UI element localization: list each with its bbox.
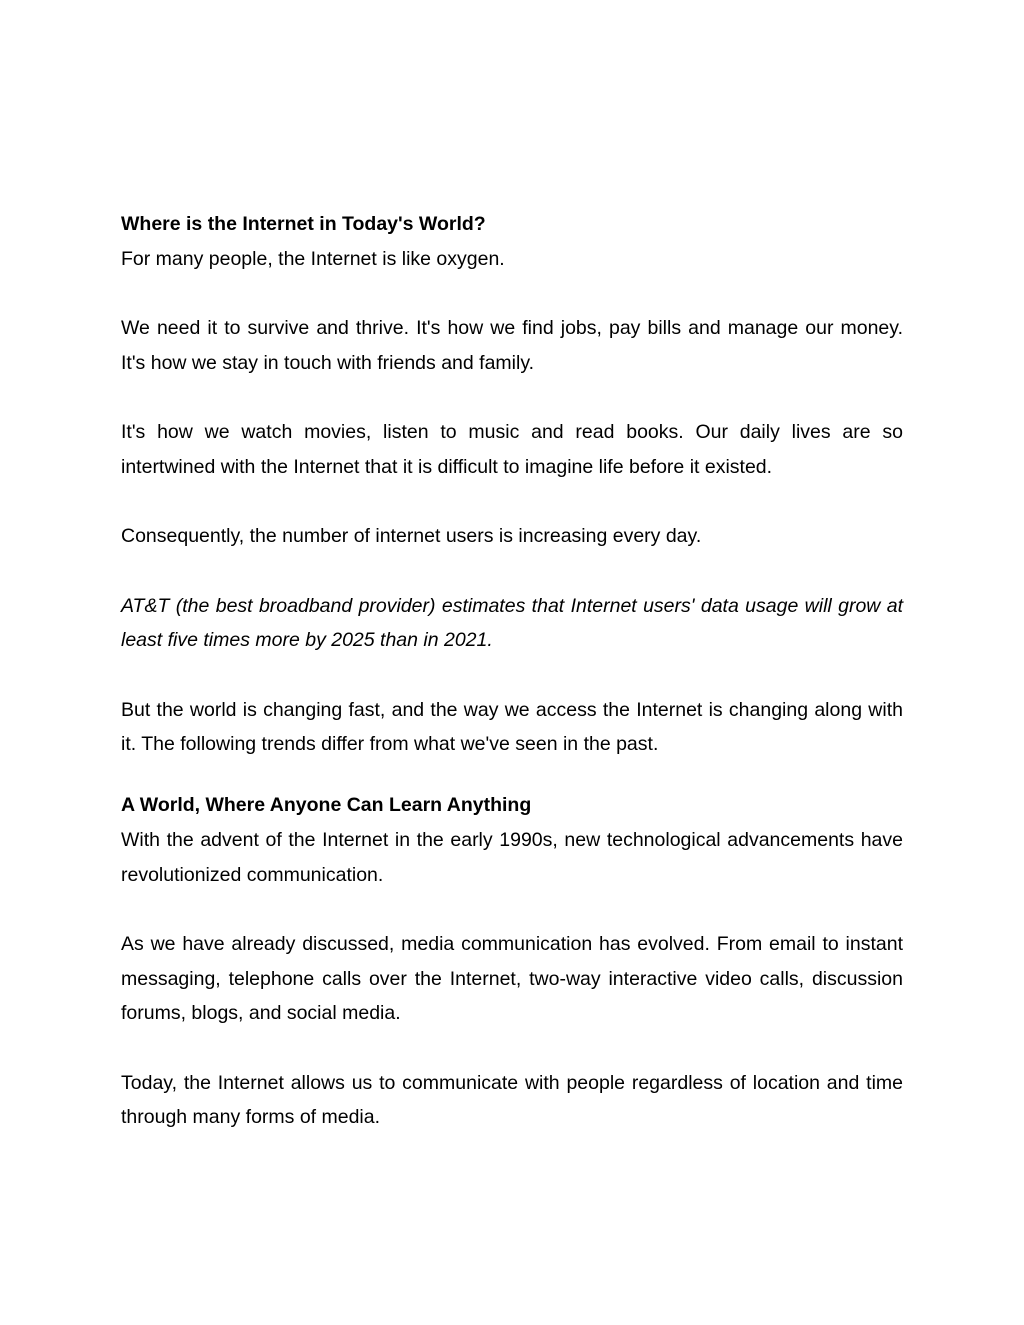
paragraph: For many people, the Internet is like oxygen.: [121, 247, 505, 270]
paragraph: Today, the Internet allows us to communicate with people regardless of location and time through many forms of media.: [121, 1071, 903, 1129]
section-heading-internet-today: Where is the Internet in Today's World?: [121, 213, 486, 235]
section-heading-learn-anything: A World, Where Anyone Can Learn Anything: [121, 794, 532, 817]
document-page: [121, 207, 903, 1135]
paragraph: It's how we watch movies, listen to music and read books. Our daily lives are so intertwined with the Internet that it is difficult to imagine life before it existed.: [121, 421, 903, 478]
paragraph: With the advent of the Internet in the early 1990s, new technological advancements have revolutionized communication.: [121, 828, 903, 886]
paragraph: As we have already discussed, media communication has evolved. From email to instant messaging, telephone calls over the Internet, two-way interactive video calls, discussion forums, blogs, and social media.: [121, 932, 903, 1025]
paragraph: We need it to survive and thrive. It's how we find jobs, pay bills and manage our money. It's how we stay in touch with friends and family.: [121, 317, 903, 374]
paragraph: But the world is changing fast, and the way we access the Internet is changing along with it. The following trends differ from what we've seen in the past.: [121, 698, 903, 756]
italic-quote-paragraph: AT&T (the best broadband provider) estimates that Internet users' data usage will grow at least five times more by 2025 than in 2021.: [121, 594, 903, 652]
paragraph: Consequently, the number of internet users is increasing every day.: [121, 525, 702, 548]
